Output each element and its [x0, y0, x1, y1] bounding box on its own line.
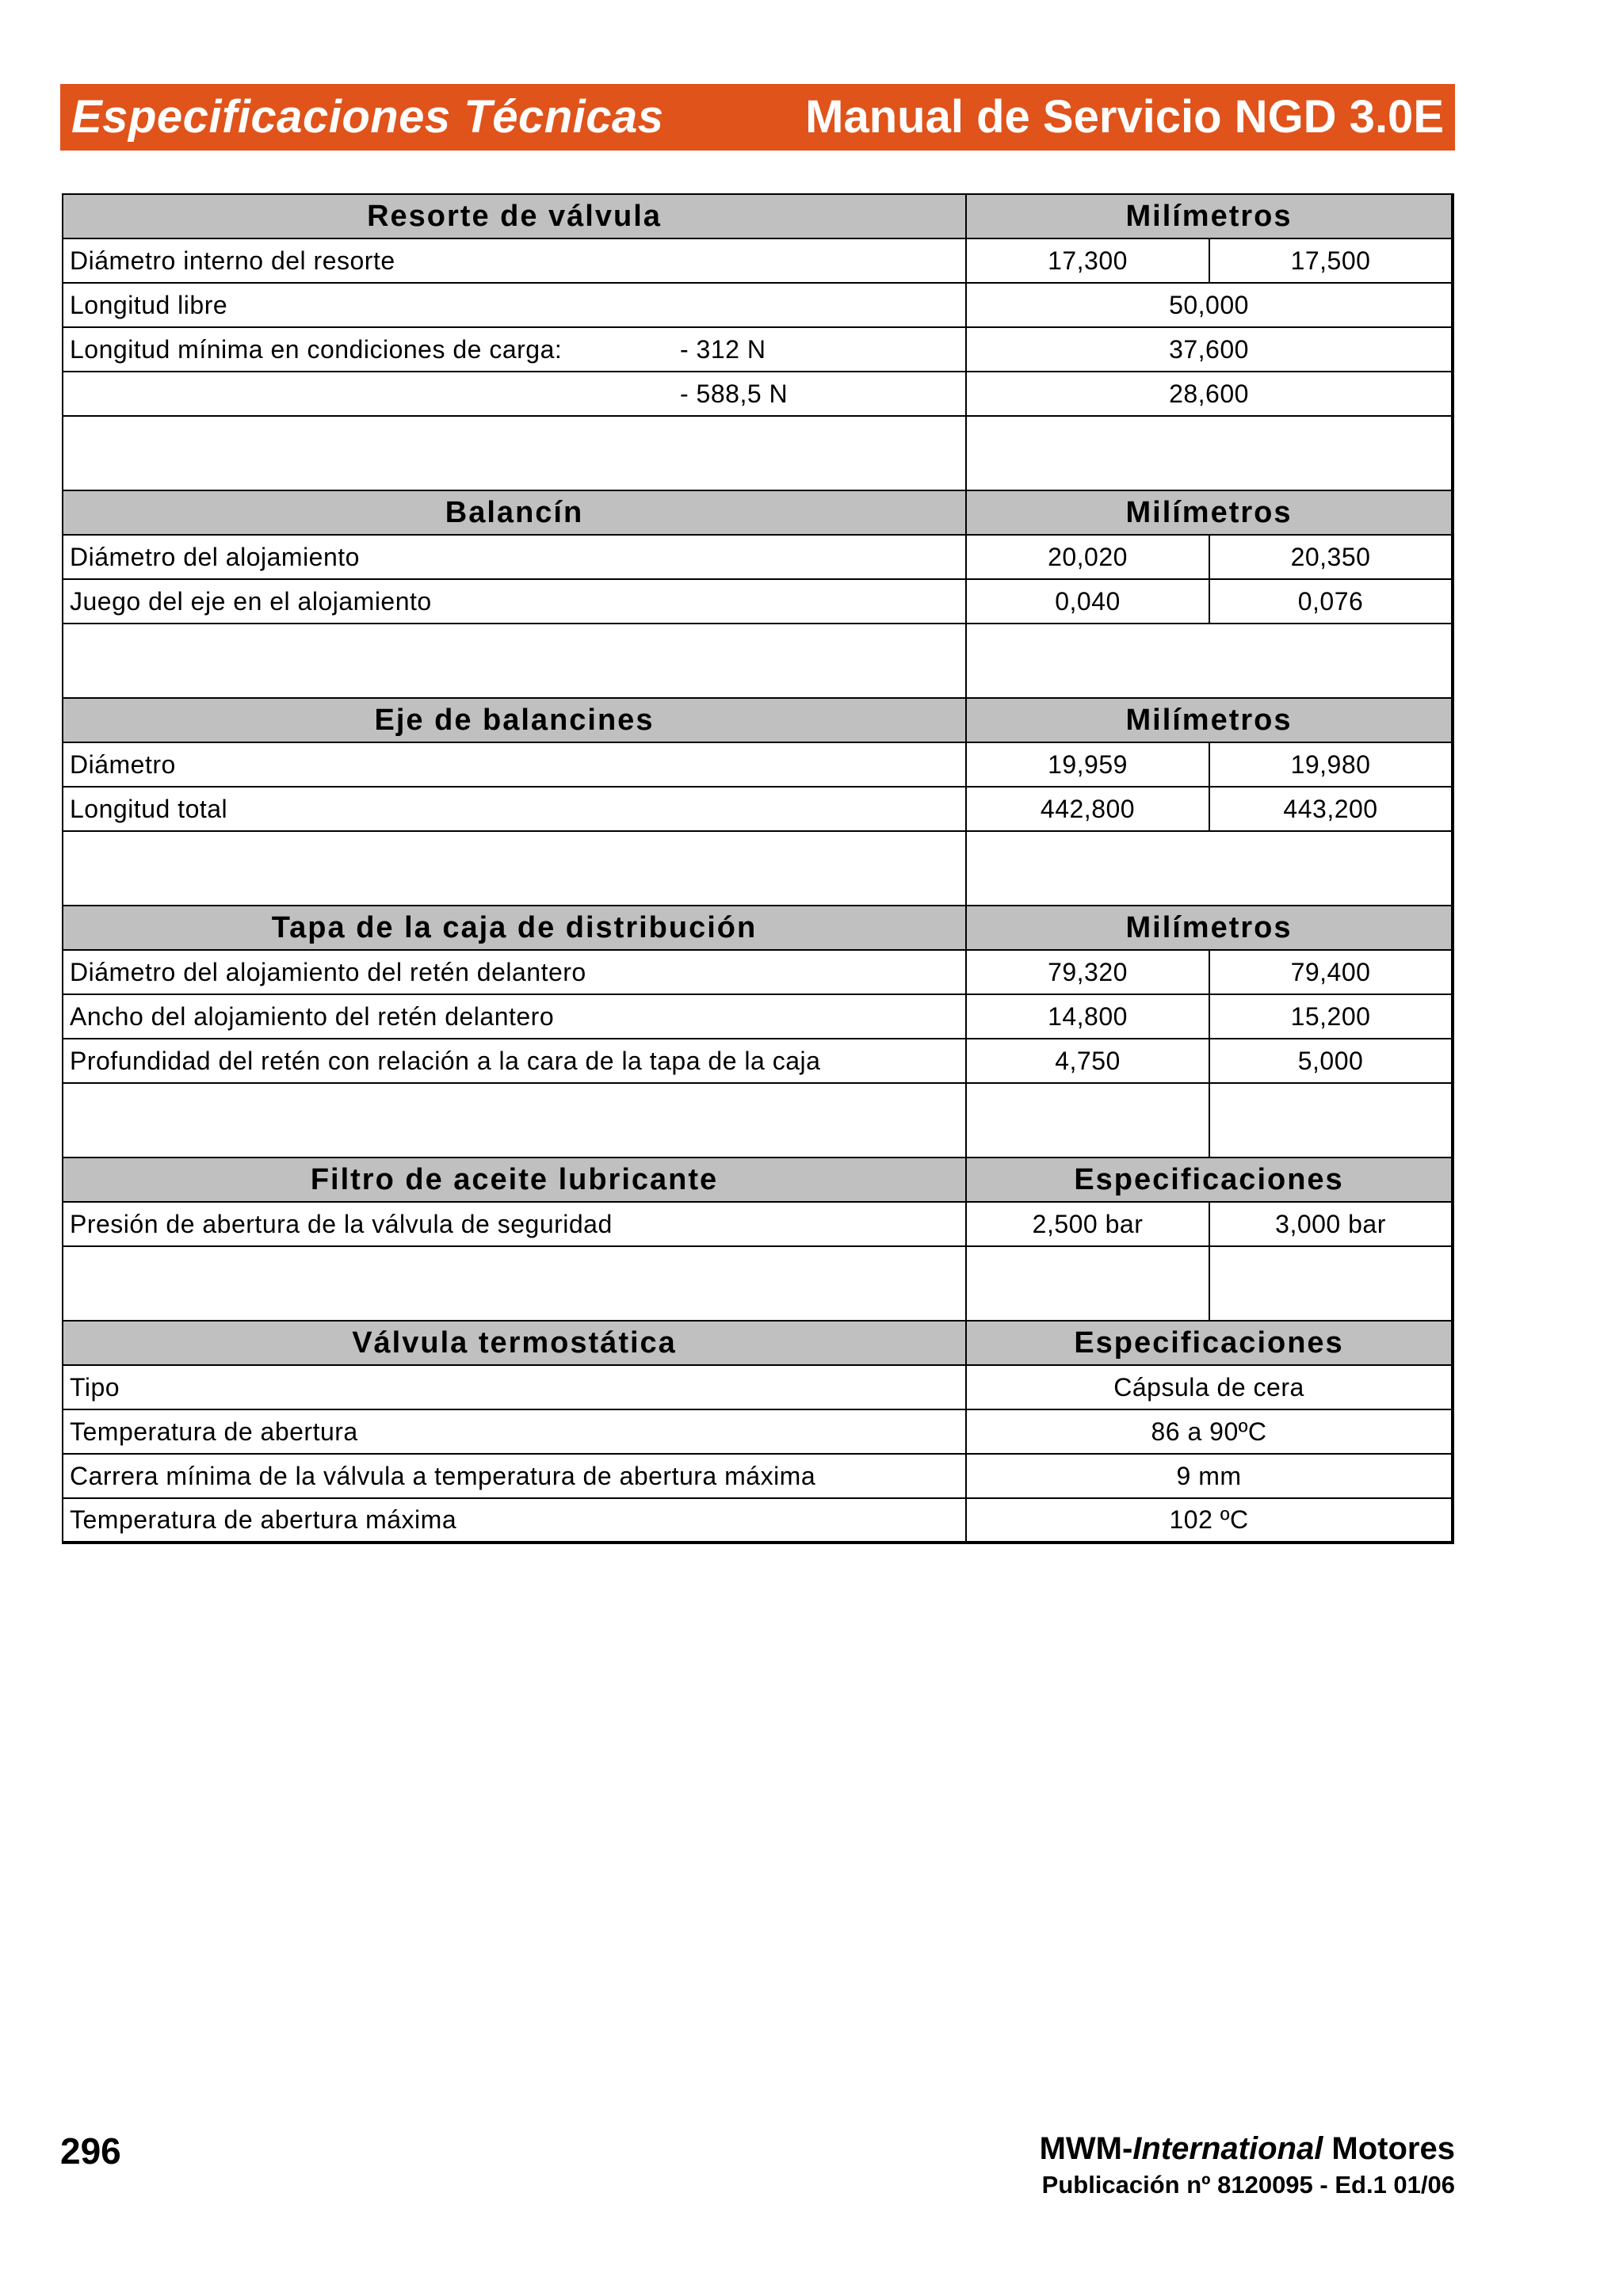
table-row	[63, 1202, 1453, 1246]
row-label: Tipo	[63, 1365, 966, 1409]
row-max-value: 0,076	[1209, 579, 1453, 624]
row-label: Temperatura de abertura máxima	[63, 1498, 966, 1543]
spacer-row	[63, 1083, 1453, 1158]
row-label: Diámetro interno del resorte	[63, 238, 966, 283]
row-label-with-load	[63, 372, 966, 416]
row-min-value: 79,320	[966, 950, 1209, 994]
page-number: 296	[60, 2130, 121, 2172]
row-label: Ancho del alojamiento del retén delantero	[63, 994, 966, 1039]
row-max-value: 17,500	[1209, 238, 1453, 283]
row-label: Temperatura de abertura	[63, 1409, 966, 1454]
table-row	[63, 283, 1453, 327]
section-unit: Milímetros	[966, 906, 1453, 950]
table-row	[63, 372, 1453, 416]
row-label: Juego del eje en el alojamiento	[63, 579, 966, 624]
section-title: Tapa de la caja de distribución	[63, 906, 966, 950]
row-max-value: 20,350	[1209, 535, 1453, 579]
table-row	[63, 787, 1453, 831]
row-max-value: 5,000	[1209, 1039, 1453, 1083]
header-manual-title: Manual de Servicio NGD 3.0E	[805, 91, 1444, 143]
spacer-row	[63, 831, 1453, 906]
table-row	[63, 1454, 1453, 1498]
table-row	[63, 579, 1453, 624]
row-label: Diámetro	[63, 742, 966, 787]
row-label: Diámetro del alojamiento	[63, 535, 966, 579]
row-max-value: 19,980	[1209, 742, 1453, 787]
table-row	[63, 1498, 1453, 1543]
row-value: 28,600	[966, 372, 1453, 416]
row-value: 50,000	[966, 283, 1453, 327]
row-max-value: 15,200	[1209, 994, 1453, 1039]
section-title: Balancín	[63, 490, 966, 535]
row-label: Longitud libre	[63, 283, 966, 327]
row-value: 9 mm	[966, 1454, 1453, 1498]
brand-suffix: Motores	[1323, 2131, 1455, 2166]
table-row	[63, 742, 1453, 787]
table-row	[63, 1039, 1453, 1083]
row-max-value: 3,000 bar	[1209, 1202, 1453, 1246]
section-header-balancin	[63, 490, 1453, 535]
specifications-table	[62, 193, 1454, 1544]
row-load: - 588,5 N	[680, 379, 789, 408]
section-header-valvula	[63, 1321, 1453, 1365]
section-unit: Especificaciones	[966, 1158, 1453, 1202]
row-label-with-load	[63, 327, 966, 372]
row-min-value: 2,500 bar	[966, 1202, 1209, 1246]
row-min-value: 14,800	[966, 994, 1209, 1039]
table-row	[63, 535, 1453, 579]
header-section-title: Especificaciones Técnicas	[71, 91, 664, 143]
section-unit: Milímetros	[966, 698, 1453, 742]
spacer-row	[63, 624, 1453, 698]
row-min-value: 0,040	[966, 579, 1209, 624]
row-label: Profundidad del retén con relación a la cara de la tapa de la caja	[63, 1039, 966, 1083]
row-max-value: 443,200	[1209, 787, 1453, 831]
brand-italic: International	[1132, 2131, 1323, 2166]
section-title: Eje de balancines	[63, 698, 966, 742]
row-value: 86 a 90ºC	[966, 1409, 1453, 1454]
section-header-filtro	[63, 1158, 1453, 1202]
row-label: Presión de abertura de la válvula de seguridad	[63, 1202, 966, 1246]
section-unit: Milímetros	[966, 194, 1453, 238]
row-label: Longitud total	[63, 787, 966, 831]
table-row	[63, 1409, 1453, 1454]
row-min-value: 19,959	[966, 742, 1209, 787]
table-row	[63, 238, 1453, 283]
row-label: Carrera mínima de la válvula a temperatura de abertura máxima	[63, 1454, 966, 1498]
section-unit: Milímetros	[966, 490, 1453, 535]
row-load: - 312 N	[680, 334, 766, 364]
row-min-value: 17,300	[966, 238, 1209, 283]
row-min-value: 4,750	[966, 1039, 1209, 1083]
section-title: Filtro de aceite lubricante	[63, 1158, 966, 1202]
section-unit: Especificaciones	[966, 1321, 1453, 1365]
page-header	[60, 84, 1455, 151]
row-min-value: 442,800	[966, 787, 1209, 831]
spacer-row	[63, 1246, 1453, 1321]
table-row	[63, 950, 1453, 994]
table-row	[63, 327, 1453, 372]
footer-brand	[1040, 2131, 1455, 2167]
row-value: 102 ºC	[966, 1498, 1453, 1543]
row-value: Cápsula de cera	[966, 1365, 1453, 1409]
section-title: Resorte de válvula	[63, 194, 966, 238]
table-row	[63, 994, 1453, 1039]
row-label: Longitud mínima en condiciones de carga:	[70, 334, 563, 364]
row-label: Diámetro del alojamiento del retén delantero	[63, 950, 966, 994]
section-title: Válvula termostática	[63, 1321, 966, 1365]
row-value: 37,600	[966, 327, 1453, 372]
publication-info: Publicación nº 8120095 - Ed.1 01/06	[1041, 2171, 1455, 2199]
brand-prefix: MWM-	[1039, 2131, 1133, 2166]
section-header-tapa	[63, 906, 1453, 950]
row-min-value: 20,020	[966, 535, 1209, 579]
row-max-value: 79,400	[1209, 950, 1453, 994]
spacer-row	[63, 416, 1453, 490]
section-header-eje	[63, 698, 1453, 742]
section-header-resorte	[63, 194, 1453, 238]
table-row	[63, 1365, 1453, 1409]
